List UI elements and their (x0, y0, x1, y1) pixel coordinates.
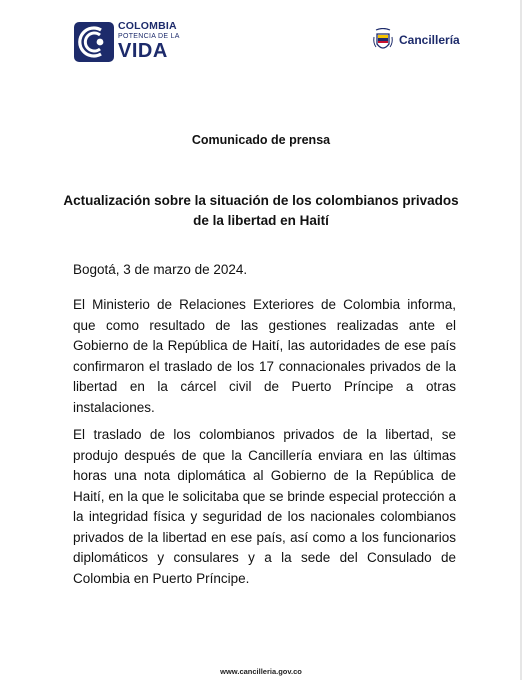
document-kicker: Comunicado de prensa (191, 133, 331, 147)
logo-line-colombia: COLOMBIA (118, 20, 177, 32)
logo-line-potencia: POTENCIA DE LA (118, 33, 180, 40)
colombia-potencia-arcs-icon (74, 22, 114, 62)
footer-website-link[interactable]: www.cancilleria.gov.co (220, 667, 302, 676)
document-title: Actualización sobre la situación de los colombianos privados de la libertad en Haití (63, 193, 459, 228)
cancilleria-logo (372, 28, 462, 56)
logo-wordmark (118, 20, 180, 61)
paragraph: El Ministerio de Relaciones Exteriores de Colombia informa, que como resultado de las gestiones realizadas ante el Gobierno de la República de Haití, las autoridades de ese país confirmaron el traslado de los 17 connacionales privados de la libertad en la cárcel civil de Puerto Príncipe a otras instalaciones. (73, 297, 456, 415)
cancilleria-wordmark: Cancillería (399, 33, 460, 47)
paragraph: El traslado de los colombianos privados de la libertad, se produjo después de que la Cancillería enviara en las últimas horas una nota diplomática al Gobierno de la República de Haití, en la que le solicitaba que se brinde especial protección a la integridad física y seguridad de los nacionales colombianos privados de la libertad en ese país, así como a los funcionarios diplomáticos y consulares y a la sede del Consulado de Colombia en Puerto Príncipe. (73, 427, 456, 586)
logo-line-vida: VIDA (118, 40, 168, 62)
coat-of-arms-icon (372, 28, 394, 54)
colombia-potencia-de-la-vida-logo (74, 20, 194, 64)
dateline: Bogotá, 3 de marzo de 2024. (73, 262, 248, 277)
